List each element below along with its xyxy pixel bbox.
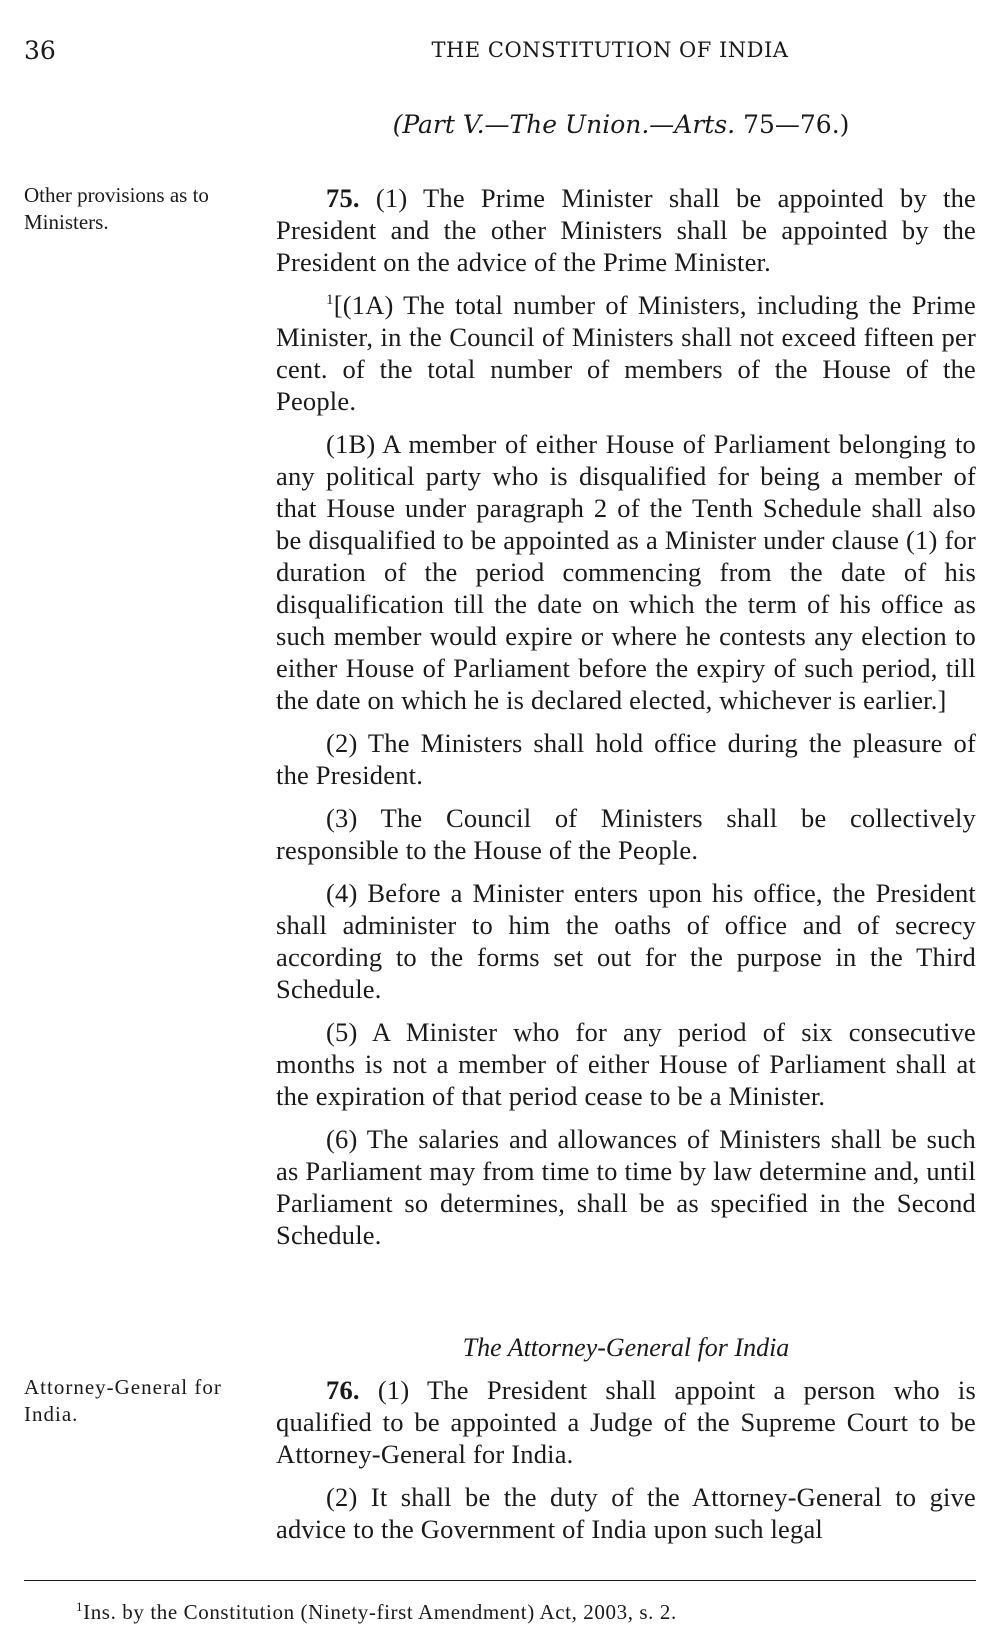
article-75-clause-1-text: (1) The Prime Minister shall be appointed by the President and the other Ministers shall be appointed by the President on the advice of the Prime Minister. [276,183,976,277]
footnote-text: Ins. by the Constitution (Ninety-first Amendment) Act, 2003, s. 2. [83,1600,677,1624]
article-75-clause-3: (3) The Council of Ministers shall be collectively responsible to the House of the People. [276,803,976,865]
article-75-clause-4: (4) Before a Minister enters upon his office, the President shall administer to him the oaths of office and of secrecy according to the forms set out for the purpose in the Third Schedule. [276,878,976,1004]
article-75-number: 75. [326,183,360,213]
margin-note-article-75: Other provisions as to Ministers. [24,183,209,234]
part-reference-articles: 75—76.) [743,110,850,139]
subheading-attorney-general: The Attorney-General for India [462,1333,790,1362]
article-75-clause-1 [276,182,976,278]
footnote-number: 1 [76,1599,84,1614]
page-number: 36 [24,36,56,65]
footnote-divider [24,1580,976,1581]
article-75-clause-1a-text: [(1A) The total number of Ministers, including the Prime Minister, in the Council of Ministers shall not exceed fifteen per cent. of the total number of members of the House of the People. [276,290,976,416]
article-75-clause-6: (6) The salaries and allowances of Ministers shall be such as Parliament may from time to time by law determine and, until Parliament so determines, shall be as specified in the Second Schedule. [276,1124,976,1250]
article-76-number: 76. [326,1375,360,1405]
article-75-clause-1b: (1B) A member of either House of Parliament belonging to any political party who is disqualified for being a member of that House under paragraph 2 of the Tenth Schedule shall also be disqualified to be appointed as a Minister under clause (1) for duration of the period commencing from the date of his disqualification till the date on which the term of his office as such member would expire or where he contests any election to either House of Parliament before the expiry of such period, till the date on which he is declared elected, whichever is earlier.] [276,429,976,715]
part-reference [276,110,966,139]
footnote [76,1600,677,1625]
part-reference-text: (Part V.—The Union.—Arts. [392,110,744,139]
article-75-clause-5: (5) A Minister who for any period of six consecutive months is not a member of either House of Parliament shall at the expiration of that period cease to be a Minister. [276,1017,976,1111]
running-title: THE CONSTITUTION OF INDIA [431,38,789,62]
margin-note-article-76: Attorney-General for India. [24,1375,222,1426]
article-75 [276,182,976,1262]
article-76-clause-2: (2) It shall be the duty of the Attorney-General to give advice to the Government of India upon such legal [276,1482,976,1544]
article-76-clause-1 [276,1374,976,1470]
article-76-clause-1-text: (1) The President shall appoint a person who is qualified to be appointed a Judge of the Supreme Court to be Attorney-General for India. [276,1375,976,1469]
article-75-clause-2: (2) The Ministers shall hold office during the pleasure of the President. [276,728,976,790]
footnote-marker: 1 [326,292,334,309]
article-76 [276,1374,976,1556]
article-75-clause-1a [276,289,976,417]
